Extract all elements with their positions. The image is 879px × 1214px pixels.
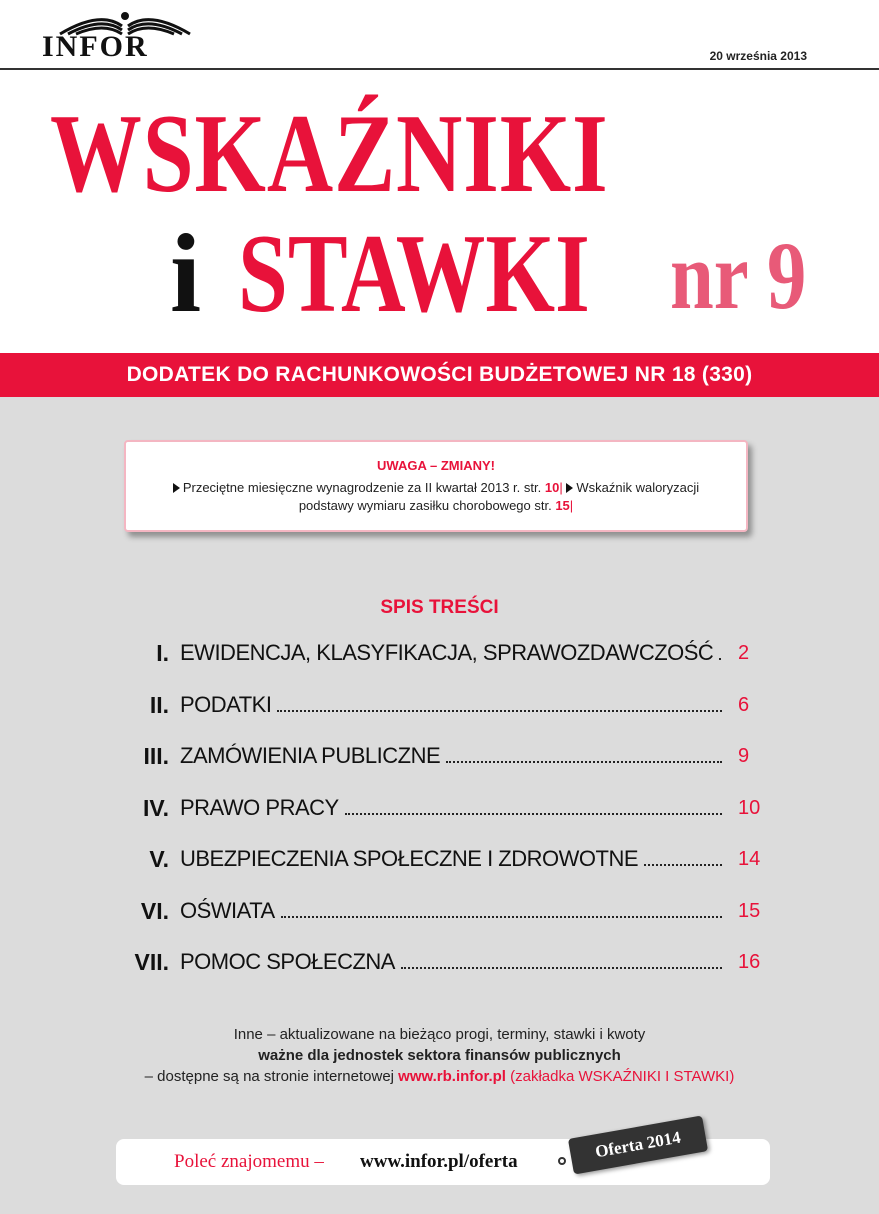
- issue-date: 20 września 2013: [709, 49, 807, 63]
- toc-leader-dots: [446, 743, 722, 763]
- toc-section-number: I.: [156, 640, 169, 666]
- info-line-3-text: – dostępne są na stronie internetowej: [144, 1068, 394, 1085]
- arrow-icon: [173, 483, 180, 493]
- toc-section-label: [180, 949, 722, 975]
- toc-section-title: EWIDENCJA, KLASYFIKACJA, SPRAWOZDAWCZOŚĆ: [180, 640, 714, 665]
- toc-section-title: PRAWO PRACY: [180, 794, 339, 820]
- notice-item-2-page[interactable]: 15: [555, 498, 570, 513]
- separator-bar: |: [569, 498, 574, 513]
- supplement-band: [0, 353, 879, 397]
- toc-page-number[interactable]: 9: [738, 745, 750, 767]
- toc-leader-dots: [401, 949, 722, 969]
- toc-page-number[interactable]: 16: [738, 951, 761, 973]
- info-line-2: ważne dla jednostek sektora finansów publicznych: [258, 1047, 621, 1064]
- toc-section-title: ZAMÓWIENIA PUBLICZNE: [180, 743, 441, 768]
- notice-item-2a: Wskaźnik waloryzacji: [576, 480, 700, 495]
- info-line-3: [0, 1066, 879, 1087]
- title-stawki: STAWKI: [238, 212, 590, 336]
- toc-section-label: [180, 640, 722, 666]
- toc-section-label: [180, 692, 722, 718]
- logo-text: INFOR: [42, 30, 149, 63]
- toc-section-title: POMOC SPOŁECZNA: [180, 949, 395, 974]
- offer-tag: Oferta 2014: [568, 1115, 708, 1174]
- toc-title: SPIS TREŚCI: [380, 597, 499, 618]
- toc-row[interactable]: [0, 795, 879, 829]
- toc-page-number[interactable]: 2: [738, 642, 750, 664]
- toc-section-title: PODATKI: [180, 691, 272, 717]
- toc-leader-dots: [277, 692, 722, 712]
- toc-section-label: [180, 898, 722, 924]
- toc-section-label: [180, 846, 722, 872]
- toc-row[interactable]: [0, 846, 879, 880]
- toc-section-title: OŚWIATA: [180, 897, 275, 923]
- toc-section-number: VI.: [140, 897, 169, 924]
- info-line-3-note: (zakładka WSKAŹNIKI I STAWKI): [510, 1068, 735, 1085]
- info-text: [0, 1024, 879, 1087]
- tag-hole-icon: [558, 1157, 566, 1165]
- toc-page-number[interactable]: 6: [738, 693, 750, 716]
- toc-section-number: V.: [149, 846, 169, 872]
- promo-link[interactable]: www.infor.pl/oferta: [360, 1151, 518, 1172]
- toc-leader-dots: [345, 795, 722, 815]
- toc-section-title: UBEZPIECZENIA SPOŁECZNE I ZDROWOTNE: [180, 846, 639, 871]
- toc-section-number: III.: [143, 743, 169, 769]
- arrow-icon: [566, 483, 573, 493]
- notice-title: UWAGA – ZMIANY!: [377, 458, 495, 473]
- notice-body: [126, 479, 746, 515]
- toc-section-label: [180, 743, 722, 769]
- toc-section-number: VII.: [134, 949, 169, 975]
- notice-item-1-page[interactable]: 10: [544, 480, 560, 495]
- info-line-1: Inne – aktualizowane na bieżąco progi, terminy, stawki i kwoty: [233, 1026, 646, 1043]
- issue-number: nr 9: [670, 222, 807, 329]
- title-wskazniki: WSKAŹNIKI: [50, 92, 609, 216]
- header-divider: [0, 68, 879, 70]
- toc-row[interactable]: [0, 743, 879, 777]
- toc-section-number: II.: [149, 691, 169, 718]
- toc-leader-dots: [644, 846, 722, 866]
- toc-row[interactable]: [0, 692, 879, 726]
- toc-row[interactable]: [0, 640, 879, 674]
- notice-item-1: Przeciętne miesięczne wynagrodzenie za II kwartał 2013 r. str.: [182, 480, 542, 495]
- toc-section-number: IV.: [142, 794, 169, 821]
- toc-page-number[interactable]: 14: [738, 848, 761, 870]
- toc-page-number[interactable]: 15: [738, 899, 761, 922]
- separator-bar: |: [559, 480, 563, 495]
- toc-section-label: [180, 795, 722, 821]
- toc-row[interactable]: [0, 898, 879, 932]
- title-conjunction: i: [170, 212, 202, 336]
- toc-row[interactable]: [0, 949, 879, 983]
- supplement-label: DODATEK DO RACHUNKOWOŚCI BUDŻETOWEJ NR 18 (330): [126, 363, 753, 386]
- website-link[interactable]: www.rb.infor.pl: [398, 1068, 506, 1085]
- promo-text: Poleć znajomemu –: [174, 1151, 324, 1172]
- notice-item-2b: podstawy wymiaru zasiłku chorobowego str.: [298, 498, 552, 513]
- toc-leader-dots: [281, 898, 722, 918]
- changes-notice: [124, 440, 748, 532]
- toc-leader-dots: [719, 640, 722, 660]
- toc-page-number[interactable]: 10: [738, 796, 761, 819]
